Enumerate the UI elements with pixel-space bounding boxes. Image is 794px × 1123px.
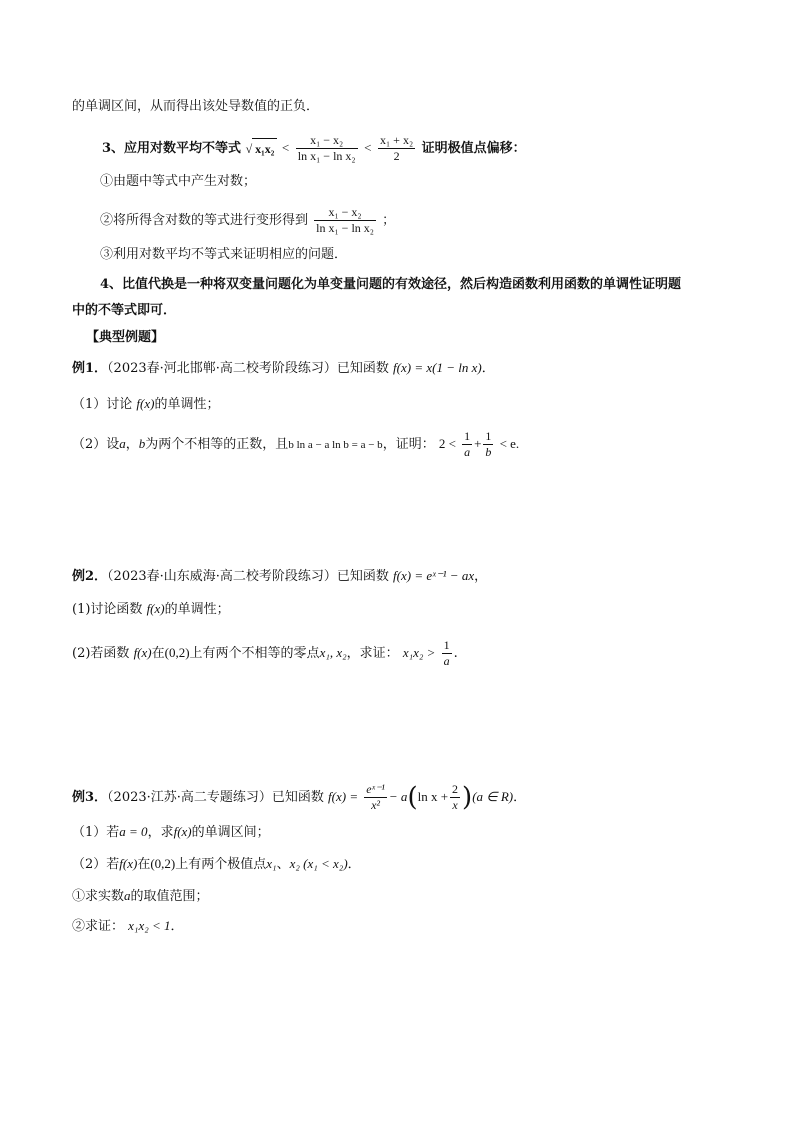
item-4-line-1: 4、比值代换是一种将双变量问题化为单变量问题的有效途径，然后构造函数利用函数的单调性证明题 xyxy=(100,277,682,292)
example-1-q2: （2）设a，b为两个不相等的正数，且b ln a − a ln b = a − b，证明： 2 < $\frac{1}{a}$ + $\frac{1}{b}$ < e. xyxy=(72,429,520,459)
fraction-1-over-a: $\frac{1}{a}$ xyxy=(464,429,471,459)
example-3-source: （2023·江苏·高二专题练习）已知函数 xyxy=(107,790,324,805)
example-1-source: （2023春·河北邯郸·高二校考阶段练习）已知函数 xyxy=(107,361,389,376)
step-1: ①由题中等式中产生对数； xyxy=(100,174,257,189)
item-3-tail: 证明极值点偏移： xyxy=(421,141,526,156)
example-3-sub2: ②求证： x₁x₂ < 1． xyxy=(72,918,184,934)
fraction-exp-over-x2: $\frac{\text{eˣ⁻¹}}{\text{x²}}$ xyxy=(366,782,385,812)
item-3-lead: 3、应用对数平均不等式 xyxy=(102,141,242,156)
example-3-q1: （1）若a = 0，求f(x)的单调区间； xyxy=(72,824,270,840)
example-2-function: f(x) = eˣ⁻¹ − ax xyxy=(393,568,475,583)
section-title: 【典型例题】 xyxy=(86,330,165,345)
fraction-2-over-x: $\frac{2}{x}$ xyxy=(452,782,459,812)
example-3-q2: （2）若f(x)在(0,2)上有两个极值点x₁、x₂ (x₁ < x₂)． xyxy=(72,856,361,872)
step-3: ③利用对数平均不等式来证明相应的问题． xyxy=(100,247,348,262)
example-3-sub1: ①求实数a的取值范围； xyxy=(72,888,209,904)
example-1-function: f(x) = x(1 − ln x) xyxy=(393,360,482,375)
example-2-label: 例2． xyxy=(72,569,108,584)
arith-mean-fraction: $\frac{\text{x₁ + x₂}}{2}$ xyxy=(380,133,414,163)
example-1-q1: （1）讨论 f(x)的单调性； xyxy=(72,396,220,412)
example-2-source: （2023春·山东威海·高二校考阶段练习）已知函数 xyxy=(107,569,389,584)
example-1-label: 例1． xyxy=(72,361,108,376)
example-3-label: 例3． xyxy=(72,790,108,805)
log-mean-fraction: $\frac{\text{x₁ − x₂}}{\text{ln x₁ − ln x₂}}$ xyxy=(297,133,356,163)
item-3: 3、应用对数平均不等式 √ x₁x₂ < $\frac{\text{x₁ − x₂}}{\text{ln x₁ − ln x₂}}$ < $\frac{\text{x₁ + x₂}}{2}$ 证明极值点偏移： xyxy=(102,133,526,163)
example-1-heading: 例1．（2023春·河北邯郸·高二校考阶段练习）已知函数 f(x) = x(1 − ln x)． xyxy=(72,360,495,376)
example-2-q2: (2)若函数 f(x)在(0,2)上有两个不相等的零点x₁, x₂，求证： x₁x₂ > $\frac{1}{a}$ . xyxy=(72,638,458,668)
step-2-fraction: $\frac{\text{x₁ − x₂}}{\text{ln x₁ − ln x₂}}$ xyxy=(316,205,374,235)
step-2: ②将所得含对数的等式进行变形得到 $\frac{\text{x₁ − x₂}}{\text{ln x₁ − ln x₂}}$ ； xyxy=(100,205,396,235)
continuation-text: 的单调区间，从而得出该处导数值的正负． xyxy=(72,99,320,114)
example-3-heading: 例3．（2023·江苏·高二专题练习）已知函数 f(x) = $\frac{\text{eˣ⁻¹}}{\text{x²}}$ − a(ln x + $\frac{2}{x}$ )(a ∈ R)． xyxy=(72,782,527,813)
fraction-1-over-b: $\frac{1}{b}$ xyxy=(485,429,492,459)
example-2-q1: (1)讨论函数 f(x)的单调性； xyxy=(72,601,230,617)
fraction-1-over-a: $\frac{1}{a}$ xyxy=(443,638,450,668)
example-2-heading: 例2．（2023春·山东威海·高二校考阶段练习）已知函数 f(x) = eˣ⁻¹ − ax， xyxy=(72,568,488,584)
item-4-line-2: 中的不等式即可． xyxy=(72,303,177,318)
sqrt-expression: √ x₁x₂ xyxy=(246,138,278,159)
